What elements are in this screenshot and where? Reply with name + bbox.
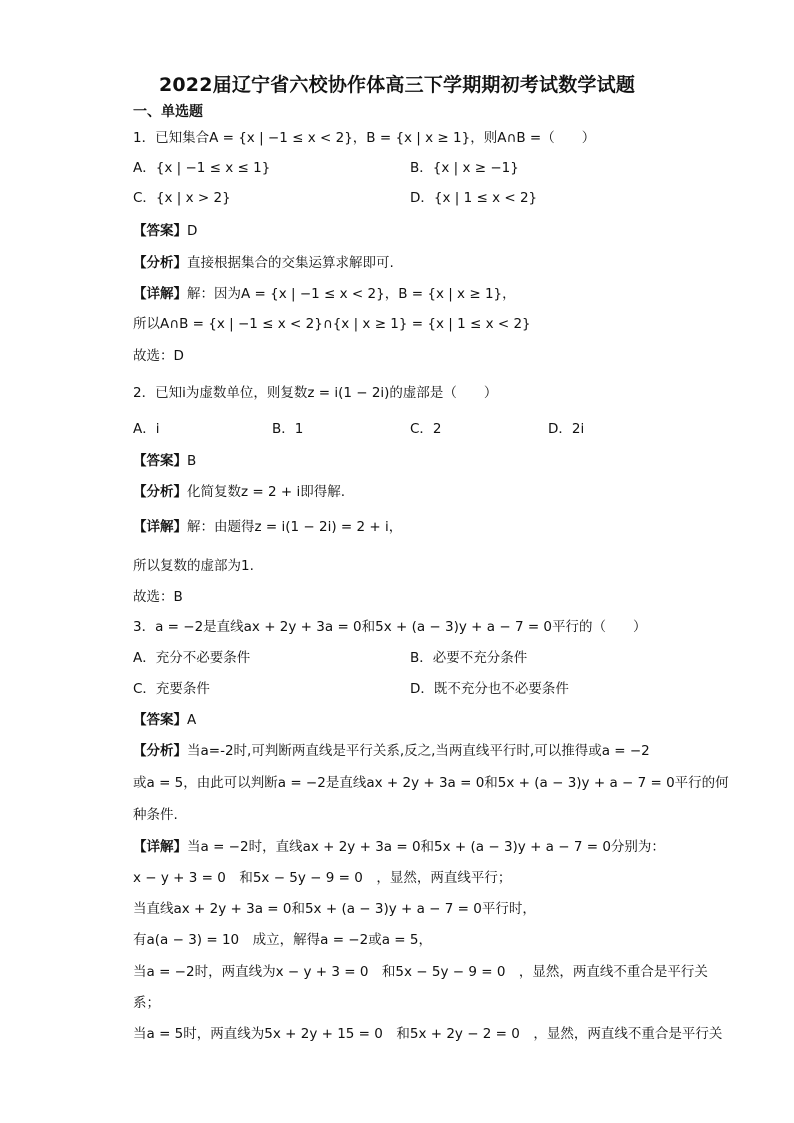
q3-analysis-3: 种条件. [133,807,178,823]
detail-tag: 【详解】 [133,839,187,855]
q1-answer [133,222,197,240]
q2-analysis [133,483,345,501]
q2-option-a: A．i [133,421,160,437]
q3-detail-7: 当a = 5时，两直线为5x + 2y + 15 = 0 和5x + 2y − 2 = 0 ，显然，两直线不重合是平行关 [133,1026,723,1042]
q3-analysis-2: 或a = 5，由此可以判断a = −2是直线ax + 2y + 3a = 0和5x + (a − 3)y + a − 7 = 0平行的何 [133,775,729,791]
q1-option-c: C．{x | x > 2} [133,190,231,206]
q1-option-d: D．{x | 1 ≤ x < 2} [410,190,538,206]
q1-stem: 1．已知集合A = {x | −1 ≤ x < 2}，B = {x | x ≥ 1}，则A∩B =（ ） [133,130,596,146]
q2-option-d: D．2i [548,421,585,437]
analysis-tag: 【分析】 [133,743,187,759]
answer-tag: 【答案】 [133,712,187,728]
q2-answer [133,452,196,470]
q2-detail-1 [133,518,402,536]
analysis-text: 直接根据集合的交集运算求解即可. [187,255,394,271]
answer-tag: 【答案】 [133,453,187,469]
detail-text: 解：由题得z = i(1 − 2i) = 2 + i， [187,519,403,535]
q1-detail-3: 故选：D [133,348,184,364]
analysis-tag: 【分析】 [133,484,187,500]
q3-detail-2: x − y + 3 = 0 和5x − 5y − 9 = 0 ，显然，两直线平行； [133,870,512,886]
answer-value: B [187,453,197,469]
q3-option-d: D．既不充分也不必要条件 [410,681,569,697]
q3-detail-4: 有a(a − 3) = 10 成立，解得a = −2或a = 5， [133,932,432,948]
detail-tag: 【详解】 [133,286,187,302]
q2-option-b: B．1 [272,421,304,437]
q1-detail-1 [133,285,516,303]
q3-option-c: C．充要条件 [133,681,210,697]
q3-stem: 3．a = −2是直线ax + 2y + 3a = 0和5x + (a − 3)y + a − 7 = 0平行的（ ） [133,619,647,635]
q2-option-c: C．2 [410,421,442,437]
q3-detail-5: 当a = −2时，两直线为x − y + 3 = 0 和5x − 5y − 9 = 0 ，显然，两直线不重合是平行关 [133,964,708,980]
detail-text: 当a = −2时，直线ax + 2y + 3a = 0和5x + (a − 3)y + a − 7 = 0分别为： [187,839,665,855]
answer-tag: 【答案】 [133,223,187,239]
analysis-tag: 【分析】 [133,255,187,271]
q3-detail-3: 当直线ax + 2y + 3a = 0和5x + (a − 3)y + a − 7 = 0平行时， [133,901,536,917]
q3-option-b: B．必要不充分条件 [410,650,528,666]
q3-answer [133,711,196,729]
q2-stem: 2．已知i为虚数单位，则复数z = i(1 − 2i)的虚部是（ ） [133,385,498,401]
q2-detail-3: 故选：B [133,589,183,605]
detail-tag: 【详解】 [133,519,187,535]
q2-detail-2: 所以复数的虚部为1. [133,558,254,574]
q1-option-b: B．{x | x ≥ −1} [410,160,519,176]
answer-value: A [187,712,197,728]
answer-value: D [187,223,198,239]
q3-analysis-1 [133,742,650,760]
q3-option-a: A．充分不必要条件 [133,650,251,666]
q1-option-a: A．{x | −1 ≤ x ≤ 1} [133,160,271,176]
document-title: 2022届辽宁省六校协作体高三下学期期初考试数学试题 [158,74,636,96]
q1-detail-2: 所以A∩B = {x | −1 ≤ x < 2}∩{x | x ≥ 1} = {x | 1 ≤ x < 2} [133,316,531,332]
section-heading: 一、单选题 [133,104,203,120]
analysis-text: 化简复数z = 2 + i即得解. [187,484,346,500]
analysis-text: 当a=-2时,可判断两直线是平行关系,反之,当两直线平行时,可以推得或a = −2 [187,743,650,759]
q1-analysis [133,254,394,272]
q3-detail-1 [133,838,665,856]
q3-detail-6: 系； [133,995,160,1011]
detail-text: 解：因为A = {x | −1 ≤ x < 2}，B = {x | x ≥ 1}， [187,286,516,302]
